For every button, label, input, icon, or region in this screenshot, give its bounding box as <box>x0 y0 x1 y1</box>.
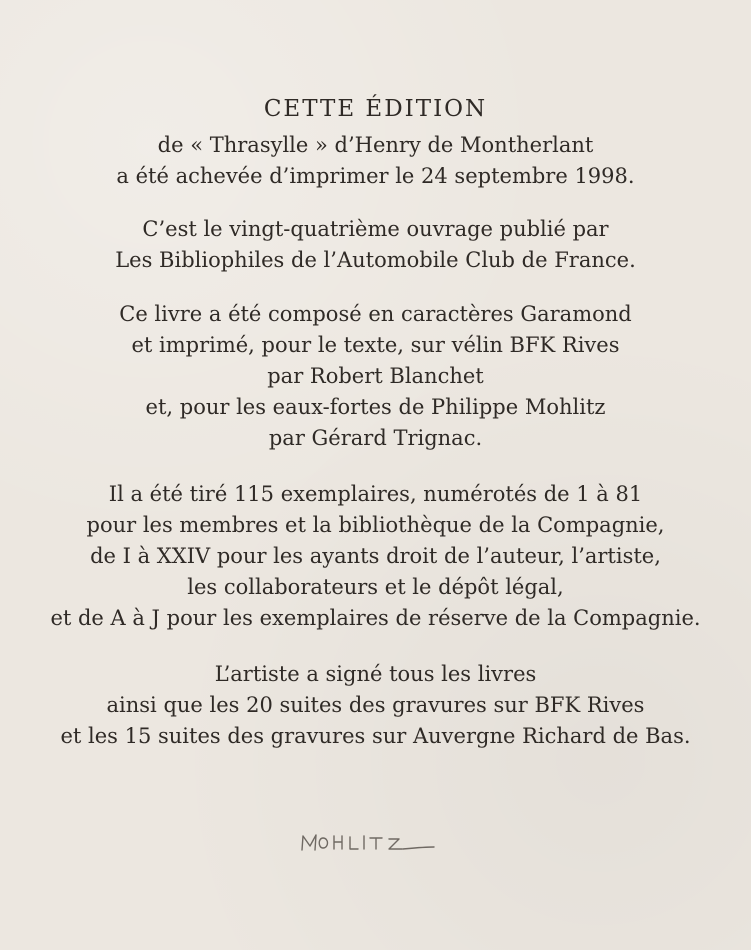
typeface-line: Ce livre a été composé en caractères Garamond <box>119 302 632 326</box>
publication-details <box>20 214 731 276</box>
auvergne-suites-line: et les 15 suites des gravures sur Auvergne Richard de Bas. <box>60 724 691 748</box>
work-title-line: de « Thrasylle » d’Henry de Montherlant <box>157 133 594 157</box>
etchings-line: et, pour les eaux-fortes de Philippe Mohlitz <box>145 395 606 419</box>
etchings-printer-line: par Gérard Trignac. <box>268 426 483 450</box>
typography-details <box>20 299 731 454</box>
bfk-suites-line: ainsi que les 20 suites des gravures sur BFK Rives <box>106 693 645 717</box>
print-date-line: a été achevée d’imprimer le 24 septembre 1998. <box>116 164 635 188</box>
printing-details <box>20 130 731 192</box>
collaborators-line: les collaborateurs et le dépôt légal, <box>187 575 564 599</box>
colophon-title: CETTE ÉDITION <box>263 96 488 122</box>
publication-order-line: C’est le vingt-quatrième ouvrage publié par <box>142 217 609 241</box>
colophon-text <box>20 92 731 752</box>
reserve-copies-line: et de A à J pour les exemplaires de réserve de la Compagnie. <box>50 606 701 630</box>
artist-signed-line: L’artiste a signé tous les livres <box>214 662 537 686</box>
signature-details <box>20 659 731 752</box>
members-line: pour les membres et la bibliothèque de la Compagnie, <box>86 513 665 537</box>
publisher-line: Les Bibliophiles de l’Automobile Club de France. <box>115 248 636 272</box>
text-printer-line: par Robert Blanchet <box>267 364 484 388</box>
edition-details <box>20 479 731 634</box>
roman-numbered-line: de I à XXIV pour les ayants droit de l’auteur, l’artiste, <box>90 544 661 568</box>
edition-count-line: Il a été tiré 115 exemplaires, numérotés de 1 à 81 <box>108 482 643 506</box>
artist-signature <box>298 828 448 858</box>
paper-line: et imprimé, pour le texte, sur vélin BFK Rives <box>131 333 620 357</box>
